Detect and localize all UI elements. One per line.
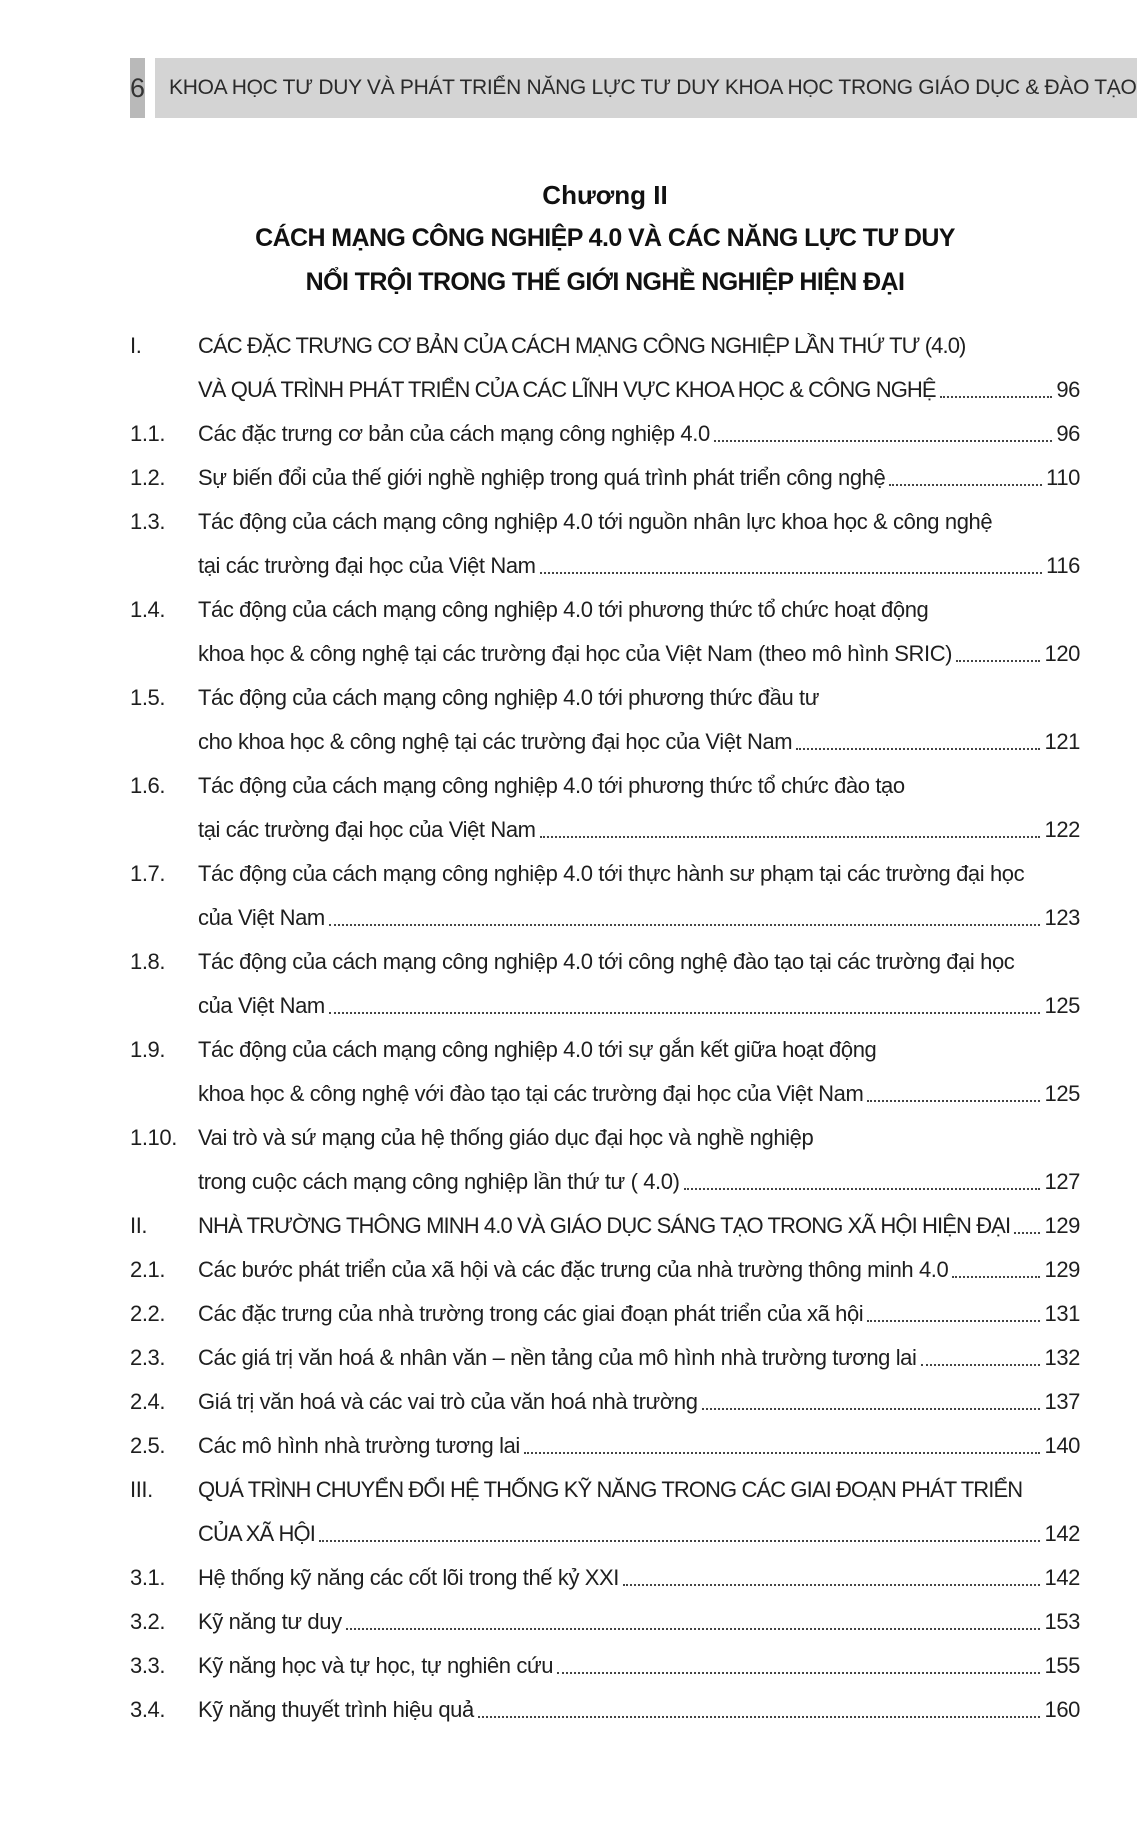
toc-line — [130, 1210, 1080, 1242]
toc-page-number: 142 — [1044, 1521, 1080, 1546]
toc-entry-number: 1.3. — [130, 509, 166, 534]
chapter-label: Chương II — [542, 180, 668, 210]
dot-leader — [346, 1606, 1041, 1630]
toc-entry-title: Các đặc trưng của nhà trường trong các giai đoạn phát triển của xã hội — [198, 1301, 864, 1326]
toc-entry-title: Các mô hình nhà trường tương lai — [198, 1433, 520, 1458]
toc-entry-title: NHÀ TRƯỜNG THÔNG MINH 4.0 VÀ GIÁO DỤC SÁNG TẠO TRONG XÃ HỘI HIỆN ĐẠI — [198, 1213, 1011, 1238]
toc-line — [130, 1034, 1080, 1066]
toc-line — [130, 1650, 1080, 1682]
toc-line — [130, 506, 1080, 538]
toc-line — [130, 682, 1080, 714]
dot-leader — [956, 638, 1040, 662]
toc-entry-number: 1.6. — [130, 773, 166, 798]
toc-entry-title: tại các trường đại học của Việt Nam — [198, 553, 536, 578]
toc-entry-number: 2.5. — [130, 1433, 166, 1458]
toc-entry-title: Tác động của cách mạng công nghiệp 4.0 tới phương thức tổ chức đào tạo — [198, 773, 905, 798]
toc-entry-number: 2.2. — [130, 1301, 166, 1326]
toc-entry-number: III. — [130, 1477, 153, 1502]
toc-entry-title: khoa học & công nghệ với đào tạo tại các trường đại học của Việt Nam — [198, 1081, 864, 1106]
toc-entry-number: 3.4. — [130, 1697, 166, 1722]
toc-page-number: 120 — [1044, 641, 1080, 666]
toc-line — [130, 1386, 1080, 1418]
toc-entry-title: Kỹ năng học và tự học, tự nghiên cứu — [198, 1653, 554, 1678]
toc-line — [130, 1606, 1080, 1638]
toc-entry-title: Tác động của cách mạng công nghiệp 4.0 tới nguồn nhân lực khoa học & công nghệ — [198, 509, 993, 534]
toc-page-number: 142 — [1044, 1565, 1080, 1590]
toc-entry-number: 3.1. — [130, 1565, 166, 1590]
toc-line — [130, 1254, 1080, 1286]
toc-entry-number: 1.5. — [130, 685, 166, 710]
toc-page-number: 122 — [1044, 817, 1080, 842]
toc-entry-number: 3.3. — [130, 1653, 166, 1678]
toc-page-number: 127 — [1044, 1169, 1080, 1194]
dot-leader — [540, 550, 1043, 574]
toc-line — [130, 858, 1080, 890]
toc-entry-title: trong cuộc cách mạng công nghiệp lần thứ tư ( 4.0) — [198, 1169, 680, 1194]
dot-leader — [329, 902, 1041, 926]
toc-entry-title: Hệ thống kỹ năng các cốt lõi trong thế kỷ XXI — [198, 1565, 620, 1590]
toc-entry-title: Sự biến đổi của thế giới nghề nghiệp trong quá trình phát triển công nghệ — [198, 465, 886, 490]
toc-line — [130, 638, 1080, 670]
dot-leader — [714, 418, 1053, 442]
toc-entry-title: Kỹ năng thuyết trình hiệu quả — [198, 1697, 474, 1722]
dot-leader — [1014, 1210, 1040, 1234]
dot-leader — [921, 1342, 1041, 1366]
toc-entry-number: 3.2. — [130, 1609, 166, 1634]
toc-entry-title: Các bước phát triển của xã hội và các đặc trưng của nhà trường thông minh 4.0 — [198, 1257, 949, 1282]
toc-page-number: 96 — [1056, 377, 1080, 402]
toc-line — [130, 814, 1080, 846]
toc-entry-number: 1.10. — [130, 1125, 177, 1150]
dot-leader — [524, 1430, 1041, 1454]
toc-line — [130, 330, 1080, 362]
toc-line — [130, 1562, 1080, 1594]
toc-entry-title: Tác động của cách mạng công nghiệp 4.0 tới phương thức đầu tư — [198, 685, 820, 710]
toc-entry-number: 1.9. — [130, 1037, 166, 1062]
toc-entry-title: tại các trường đại học của Việt Nam — [198, 817, 536, 842]
toc-line — [130, 1078, 1080, 1110]
toc-line — [130, 902, 1080, 934]
toc-entry-title: Kỹ năng tư duy — [198, 1609, 342, 1634]
dot-leader — [478, 1694, 1041, 1718]
toc-page-number: 116 — [1046, 553, 1080, 578]
toc-entry-number: 1.4. — [130, 597, 166, 622]
toc-line — [130, 1342, 1080, 1374]
toc-page-number: 123 — [1044, 905, 1080, 930]
toc-entry-title: CỦA XÃ HỘI — [198, 1521, 315, 1546]
toc-entry-title: CÁC ĐẶC TRƯNG CƠ BẢN CỦA CÁCH MẠNG CÔNG NGHIỆP LẦN THỨ TƯ (4.0) — [198, 333, 966, 358]
dot-leader — [867, 1298, 1040, 1322]
toc-entry-title: Tác động của cách mạng công nghiệp 4.0 tới sự gắn kết giữa hoạt động — [198, 1037, 877, 1062]
toc-line — [130, 770, 1080, 802]
toc-page-number: 129 — [1044, 1213, 1080, 1238]
toc-page-number: 160 — [1044, 1697, 1080, 1722]
dot-leader — [952, 1254, 1040, 1278]
dot-leader — [329, 990, 1041, 1014]
toc-entry-title: Các giá trị văn hoá & nhân văn – nền tảng của mô hình nhà trường tương lai — [198, 1345, 917, 1370]
toc-line — [130, 374, 1080, 406]
toc-entry-title: Tác động của cách mạng công nghiệp 4.0 tới phương thức tổ chức hoạt động — [198, 597, 929, 622]
dot-leader — [867, 1078, 1040, 1102]
toc-page-number: 121 — [1044, 729, 1080, 754]
toc-entry-number: II. — [130, 1213, 148, 1238]
toc-line — [130, 1298, 1080, 1330]
toc-page-number: 125 — [1044, 1081, 1080, 1106]
toc-page-number: 125 — [1044, 993, 1080, 1018]
toc-line — [130, 550, 1080, 582]
toc-line — [130, 726, 1080, 758]
toc-page-number: 137 — [1044, 1389, 1080, 1414]
toc-entry-number: 2.1. — [130, 1257, 166, 1282]
toc-page-number: 110 — [1046, 465, 1080, 490]
page-number: 6 — [130, 58, 145, 118]
toc-page-number: 155 — [1044, 1653, 1080, 1678]
dot-leader — [940, 374, 1053, 398]
toc-entry-title: VÀ QUÁ TRÌNH PHÁT TRIỂN CỦA CÁC LĨNH VỰC KHOA HỌC & CÔNG NGHỆ — [198, 377, 936, 402]
toc-entry-title: Các đặc trưng cơ bản của cách mạng công nghiệp 4.0 — [198, 421, 710, 446]
toc-line — [130, 1166, 1080, 1198]
dot-leader — [702, 1386, 1041, 1410]
toc-entry-title: cho khoa học & công nghệ tại các trường đại học của Việt Nam — [198, 729, 793, 754]
toc-line — [130, 946, 1080, 978]
toc-page-number: 140 — [1044, 1433, 1080, 1458]
dot-leader — [319, 1518, 1041, 1542]
toc-entry-title: của Việt Nam — [198, 993, 325, 1018]
dot-leader — [557, 1650, 1040, 1674]
toc-line — [130, 594, 1080, 626]
toc-line — [130, 462, 1080, 494]
toc-line — [130, 1430, 1080, 1462]
dot-leader — [540, 814, 1041, 838]
toc-page-number: 132 — [1044, 1345, 1080, 1370]
toc-entry-number: I. — [130, 333, 142, 358]
dot-leader — [623, 1562, 1040, 1586]
toc-page-number: 131 — [1044, 1301, 1080, 1326]
chapter-title-line-2: NỔI TRỘI TRONG THẾ GIỚI NGHỀ NGHIỆP HIỆN ĐẠI — [305, 268, 905, 296]
dot-leader — [796, 726, 1040, 750]
toc-entry-number: 2.3. — [130, 1345, 166, 1370]
toc-page-number: 129 — [1044, 1257, 1080, 1282]
toc-entry-number: 1.7. — [130, 861, 166, 886]
running-header — [130, 58, 1137, 118]
toc-page-number: 96 — [1056, 421, 1080, 446]
dot-leader — [889, 462, 1042, 486]
toc-entry-title: Tác động của cách mạng công nghiệp 4.0 tới thực hành sư phạm tại các trường đại học — [198, 861, 1025, 886]
toc-entry-number: 2.4. — [130, 1389, 166, 1414]
running-title: KHOA HỌC TƯ DUY VÀ PHÁT TRIỂN NĂNG LỰC TƯ DUY KHOA HỌC TRONG GIÁO DỤC & ĐÀO TẠO — [155, 58, 1137, 118]
toc-entry-title: Vai trò và sứ mạng của hệ thống giáo dục đại học và nghề nghiệp — [198, 1125, 814, 1150]
toc-entry-number: 1.2. — [130, 465, 166, 490]
toc-line — [130, 1474, 1080, 1506]
dot-leader — [684, 1166, 1041, 1190]
toc-line — [130, 1122, 1080, 1154]
toc-line — [130, 990, 1080, 1022]
toc-entry-number: 1.1. — [130, 421, 166, 446]
toc-entry-title: của Việt Nam — [198, 905, 325, 930]
toc-entry-title: QUÁ TRÌNH CHUYỂN ĐỔI HỆ THỐNG KỸ NĂNG TRONG CÁC GIAI ĐOẠN PHÁT TRIỂN — [198, 1477, 1023, 1502]
toc-page-number: 153 — [1044, 1609, 1080, 1634]
toc-entry-number: 1.8. — [130, 949, 166, 974]
toc-line — [130, 1518, 1080, 1550]
toc-entry-title: Giá trị văn hoá và các vai trò của văn hoá nhà trường — [198, 1389, 698, 1414]
chapter-title-line-1: CÁCH MẠNG CÔNG NGHIỆP 4.0 VÀ CÁC NĂNG LỰC TƯ DUY — [255, 224, 955, 252]
toc-line — [130, 418, 1080, 450]
toc-entry-title: Tác động của cách mạng công nghiệp 4.0 tới công nghệ đào tạo tại các trường đại học — [198, 949, 1015, 974]
toc-entry-title: khoa học & công nghệ tại các trường đại học của Việt Nam (theo mô hình SRIC) — [198, 641, 953, 666]
toc-line — [130, 1694, 1080, 1726]
